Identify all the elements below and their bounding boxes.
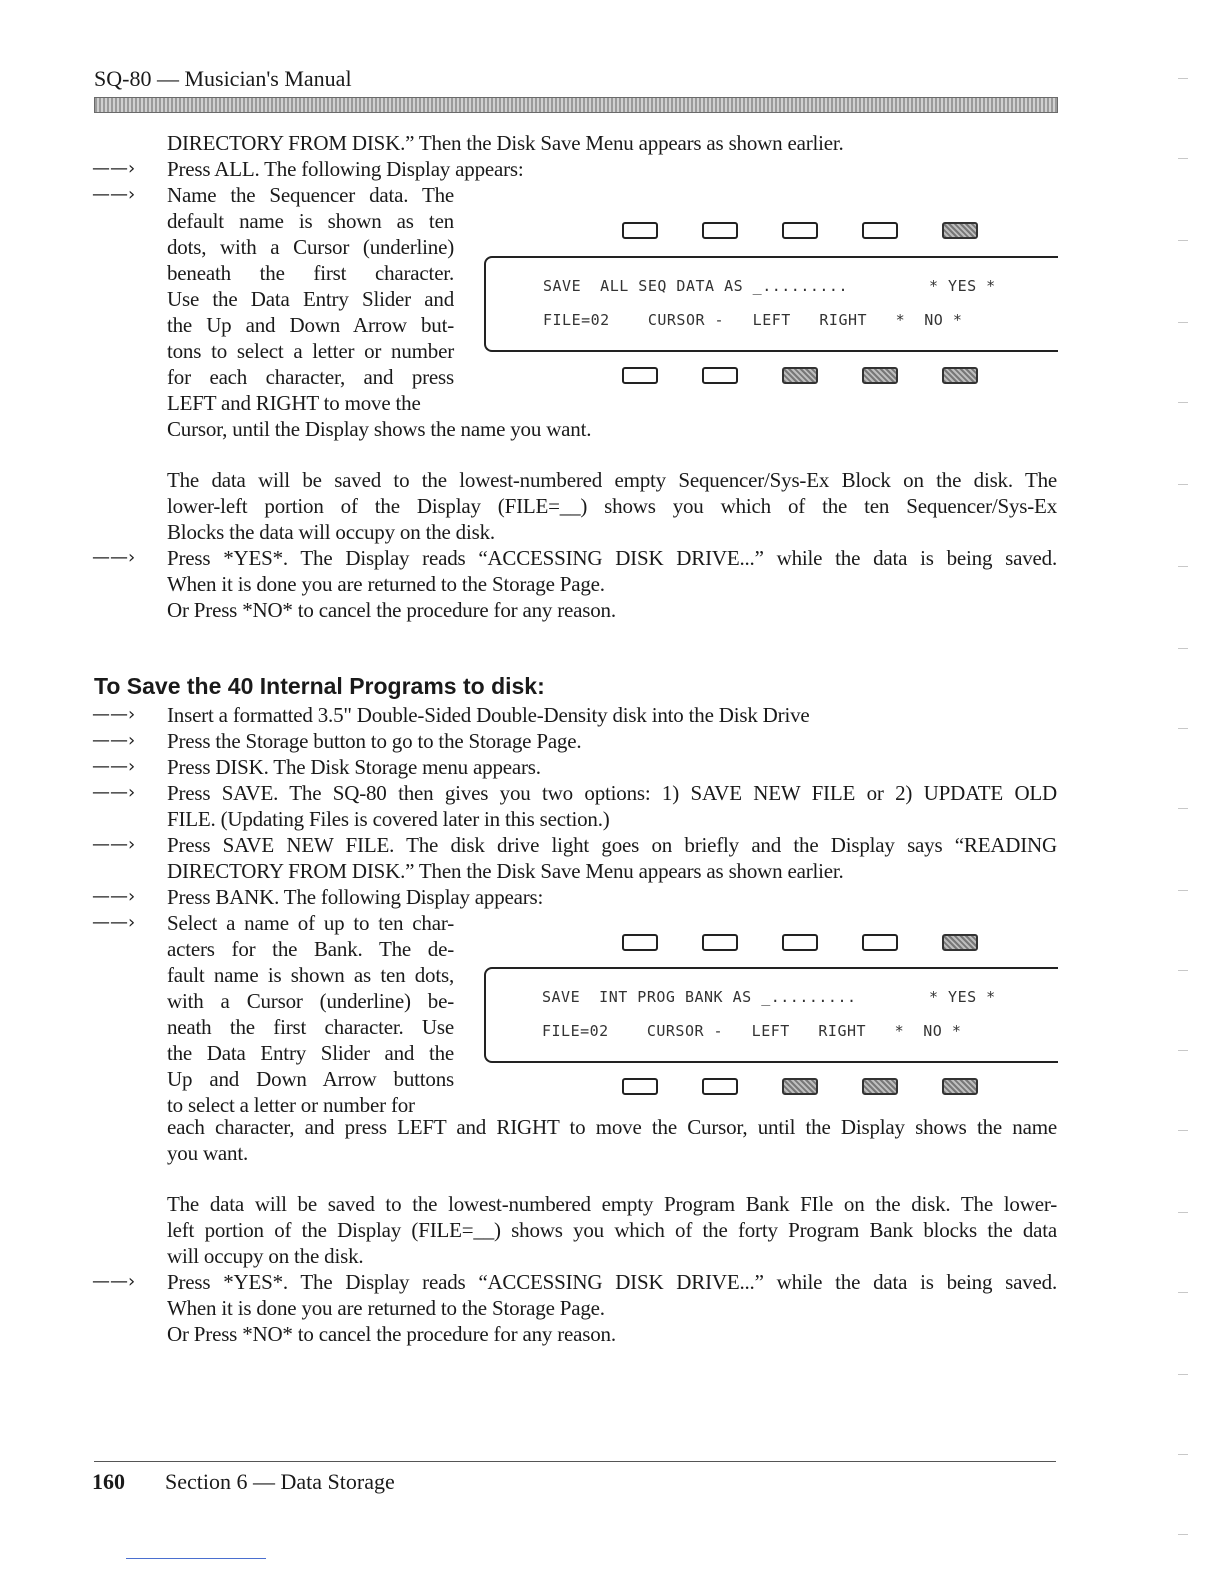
soft-button (782, 222, 818, 239)
soft-button-lit (942, 934, 978, 951)
arrow-bullet: ——› (92, 704, 136, 725)
step-line: Press SAVE. The SQ-80 then gives you two options: 1) SAVE NEW FILE or 2) UPDATE OLD (167, 781, 1057, 805)
step-line: Insert a formatted 3.5" Double-Sided Double-Density disk into the Disk Drive (167, 703, 810, 727)
lcd-frame (484, 256, 1058, 352)
arrow-bullet: ——› (92, 834, 136, 855)
lcd-frame (484, 967, 1058, 1063)
scan-edge-mark (1178, 78, 1188, 79)
scan-edge-mark (1178, 1454, 1188, 1455)
soft-button (622, 222, 658, 239)
scan-edge-mark (1178, 890, 1188, 891)
text-line: will occupy on the disk. (167, 1244, 364, 1268)
arrow-bullet: ——› (92, 158, 136, 179)
soft-button (702, 367, 738, 384)
text-line: beneath the first character. (167, 261, 454, 285)
text-line: Cursor, until the Display shows the name you want. (167, 417, 592, 441)
soft-button (782, 934, 818, 951)
text-line: Blocks the data will occupy on the disk. (167, 520, 495, 544)
soft-button-lit (782, 1078, 818, 1095)
scan-edge-mark (1178, 648, 1188, 649)
step-line: Select a name of up to ten char- (167, 911, 454, 935)
soft-button (622, 367, 658, 384)
step-line: FILE. (Updating Files is covered later in this section.) (167, 807, 610, 831)
text-line: Press *YES*. The Display reads “ACCESSING DISK DRIVE...” while the data is being saved. (167, 1270, 1057, 1294)
scan-edge-mark (1178, 1212, 1188, 1213)
arrow-bullet: ——› (92, 912, 136, 933)
soft-button (862, 222, 898, 239)
text-line: default name is shown as ten (167, 209, 454, 233)
lcd-line-1: SAVE INT PROG BANK AS _......... (542, 988, 857, 1006)
arrow-bullet: ——› (92, 730, 136, 751)
soft-button (622, 1078, 658, 1095)
footer-rule (94, 1461, 1056, 1462)
step-line: Press SAVE NEW FILE. The disk drive light goes on briefly and the Display says “READING (167, 833, 1057, 857)
text-line: The data will be saved to the lowest-numbered empty Program Bank FIle on the disk. The lower- (167, 1192, 1057, 1216)
arrow-bullet: ——› (92, 184, 136, 205)
text-line: DIRECTORY FROM DISK.” Then the Disk Save Menu appears as shown earlier. (167, 131, 844, 155)
lcd-yes-label: * YES * (929, 277, 996, 295)
scan-edge-mark (1178, 1050, 1188, 1051)
scan-edge-mark (1178, 970, 1188, 971)
text-line: for each character, and press (167, 365, 454, 389)
step-line: acters for the Bank. The de- (167, 937, 454, 961)
page-number: 160 (92, 1469, 125, 1494)
lcd-line-1: SAVE ALL SEQ DATA AS _......... (543, 277, 848, 295)
text-line: Press ALL. The following Display appears: (167, 157, 524, 181)
step-line: you want. (167, 1141, 249, 1165)
arrow-bullet: ——› (92, 782, 136, 803)
soft-button-lit (942, 222, 978, 239)
soft-button-lit (862, 1078, 898, 1095)
scan-edge-mark (1178, 1534, 1188, 1535)
footer-section-title: Section 6 — Data Storage (165, 1469, 395, 1494)
text-line: lower-left portion of the Display (FILE=__) shows you which of the ten Sequencer/Sys-Ex (167, 494, 1057, 518)
text-line: Or Press *NO* to cancel the procedure for any reason. (167, 1322, 616, 1346)
arrow-bullet: ——› (92, 756, 136, 777)
text-line: When it is done you are returned to the Storage Page. (167, 572, 605, 596)
bottom-link-line (126, 1558, 266, 1559)
step-line: neath the first character. Use (167, 1015, 454, 1039)
soft-button-lit (942, 1078, 978, 1095)
soft-button-lit (782, 367, 818, 384)
text-line: left portion of the Display (FILE=__) shows you which of the forty Program Bank blocks the data (167, 1218, 1057, 1242)
scan-edge-mark (1178, 1130, 1188, 1131)
step-line: DIRECTORY FROM DISK.” Then the Disk Save Menu appears as shown earlier. (167, 859, 844, 883)
text-line: Or Press *NO* to cancel the procedure for any reason. (167, 598, 616, 622)
soft-button-lit (942, 367, 978, 384)
step-line: fault name is shown as ten dots, (167, 963, 454, 987)
text-line: Name the Sequencer data. The (167, 183, 454, 207)
text-line: Use the Data Entry Slider and (167, 287, 454, 311)
arrow-bullet: ——› (92, 1271, 136, 1292)
step-line: Up and Down Arrow buttons (167, 1067, 454, 1091)
soft-button-lit (862, 367, 898, 384)
scan-edge-mark (1178, 484, 1188, 485)
soft-button (702, 1078, 738, 1095)
lcd-yes-label: * YES * (929, 988, 996, 1006)
step-line: Press the Storage button to go to the Storage Page. (167, 729, 582, 753)
soft-button (862, 934, 898, 951)
text-line: dots, with a Cursor (underline) (167, 235, 454, 259)
step-line: each character, and press LEFT and RIGHT to move the Cursor, until the Display shows the name (167, 1115, 1057, 1139)
text-line: When it is done you are returned to the Storage Page. (167, 1296, 605, 1320)
step-line: Press BANK. The following Display appears: (167, 885, 544, 909)
arrow-bullet: ——› (92, 886, 136, 907)
step-line: Press DISK. The Disk Storage menu appears. (167, 755, 541, 779)
scan-edge-mark (1178, 1292, 1188, 1293)
arrow-bullet: ——› (92, 547, 136, 568)
scan-edge-mark (1178, 402, 1188, 403)
text-line: LEFT and RIGHT to move the (167, 391, 421, 415)
step-line: with a Cursor (underline) be- (167, 989, 454, 1013)
page-header-title: SQ-80 — Musician's Manual (94, 66, 352, 91)
text-line: tons to select a letter or number (167, 339, 454, 363)
header-rule-bar (94, 97, 1058, 113)
lcd-line-2: FILE=02 CURSOR - LEFT RIGHT * NO * (543, 311, 963, 329)
soft-button (702, 934, 738, 951)
scan-edge-mark (1178, 728, 1188, 729)
scan-edge-mark (1178, 240, 1188, 241)
scan-edge-mark (1178, 566, 1188, 567)
scan-edge-mark (1178, 322, 1188, 323)
text-line: the Up and Down Arrow but- (167, 313, 454, 337)
scan-edge-mark (1178, 158, 1188, 159)
scan-edge-mark (1178, 808, 1188, 809)
step-line: to select a letter or number for (167, 1093, 415, 1117)
text-line: The data will be saved to the lowest-numbered empty Sequencer/Sys-Ex Block on the disk. The (167, 468, 1057, 492)
lcd-line-2: FILE=02 CURSOR - LEFT RIGHT * NO * (542, 1022, 962, 1040)
step-line: the Data Entry Slider and the (167, 1041, 454, 1065)
section-heading: To Save the 40 Internal Programs to disk: (94, 673, 545, 699)
scan-edge-mark (1178, 1374, 1188, 1375)
soft-button (622, 934, 658, 951)
soft-button (702, 222, 738, 239)
text-line: Press *YES*. The Display reads “ACCESSING DISK DRIVE...” while the data is being saved. (167, 546, 1057, 570)
